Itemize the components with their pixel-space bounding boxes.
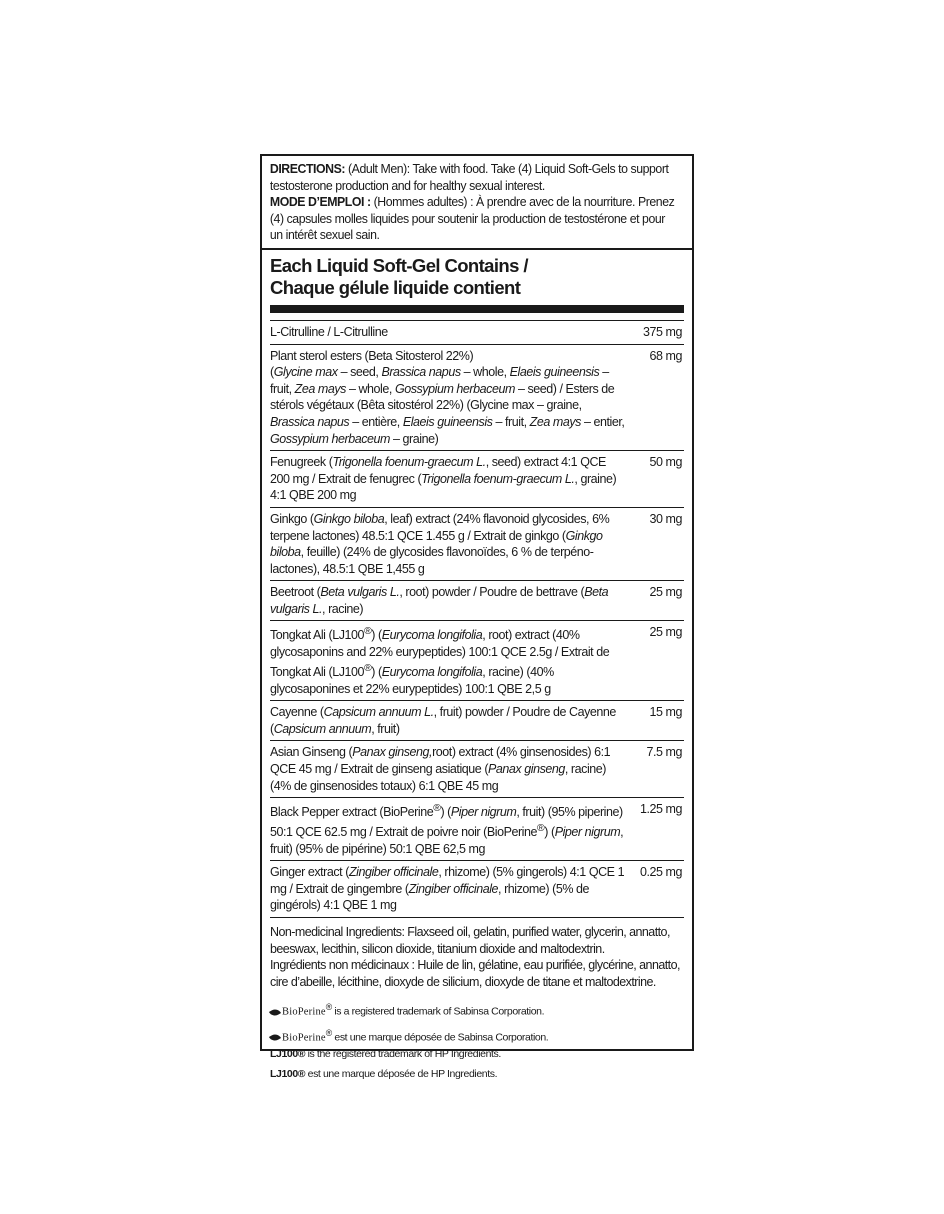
heavy-divider	[270, 305, 684, 313]
non-medicinal-en: Non-medicinal Ingredients: Flaxseed oil, gelatin, purified water, glycerin, annatto, beeswax, lecithin, silicon dioxide, titanium dioxide and maltodextrin.	[270, 925, 670, 956]
ingredient-description: Ginger extract (Zingiber officinale, rhizome) (5% gingerols) 4:1 QCE 1 mg / Extrait de gingembre (Zingiber officinale, rhizome) (5% de gingérols) 4:1 QBE 1 mg	[270, 865, 625, 913]
ingredient-description: Beetroot (Beta vulgaris L., root) powder / Poudre de bettrave (Beta vulgaris L., racine)	[270, 585, 609, 616]
ingredient-amount: 15 mg	[649, 705, 682, 720]
bioperine-leaf-icon	[269, 1032, 281, 1043]
ingredient-row	[270, 701, 684, 741]
heading-line-en: Each Liquid Soft-Gel Contains /	[270, 254, 528, 276]
ingredient-row	[270, 861, 684, 918]
ingredient-description: Asian Ginseng (Panax ginseng,root) extract (4% ginsenosides) 6:1 QCE 45 mg / Extrait de ginseng asiatique (Panax ginseng, racine) (4% de ginsenosides totaux) 6:1 QBE 45 mg	[270, 745, 611, 793]
ingredient-row	[270, 320, 684, 345]
directions-fr	[270, 194, 681, 244]
ingredient-amount: 7.5 mg	[646, 745, 682, 760]
directions-fr-text: (Hommes adultes) : À prendre avec de la nourriture. Prenez (4) capsules molles liquides pour soutenir la production de testostérone et pour un intérêt sexuel sain.	[269, 195, 675, 243]
trademark-bioperine-fr: BioPerine® est une marque déposée de Sabinsa Corporation.	[262, 1026, 692, 1046]
ingredient-description: Black Pepper extract (BioPerine®) (Piper nigrum, fruit) (95% piperine) 50:1 QCE 62.5 mg / Extrait de poivre noir (BioPerine®) (Piper nigrum, fruit) (95% de pipérine) 50:1 QBE 62,5 mg	[270, 803, 624, 856]
directions-en-label: DIRECTIONS:	[269, 162, 346, 176]
ingredient-description: L-Citrulline / L-Citrulline	[270, 324, 388, 339]
directions-en	[270, 161, 681, 194]
ingredient-row	[270, 451, 684, 508]
ingredient-description: Cayenne (Capsicum annuum L., fruit) powder / Poudre de Cayenne (Capsicum annuum, fruit)	[270, 705, 616, 736]
ingredient-amount: 25 mg	[649, 585, 682, 600]
ingredient-amount: 68 mg	[649, 348, 682, 363]
lj100-mark: LJ100®	[270, 1048, 306, 1061]
lj100-mark: LJ100®	[270, 1068, 306, 1081]
directions-block	[262, 156, 686, 248]
directions-fr-label: MODE D’EMPLOI :	[269, 195, 371, 210]
bioperine-leaf-icon	[269, 1007, 281, 1018]
trademark-lj100-en: LJ100® is the registered trademark of HP Ingredients.	[270, 1048, 501, 1061]
ingredient-description: Fenugreek (Trigonella foenum-graecum L., seed) extract 4:1 QCE 200 mg / Extrait de fenugrec (Trigonella foenum-graecum L., graine) 4:1 QBE 200 mg	[270, 455, 617, 503]
ingredient-row	[270, 581, 684, 621]
ingredient-amount: 25 mg	[649, 625, 682, 640]
ingredient-row	[270, 621, 684, 701]
ingredient-amount: 1.25 mg	[639, 802, 682, 817]
heading-line-fr: Chaque gélule liquide contient	[270, 276, 521, 298]
ingredient-amount: 50 mg	[649, 455, 682, 470]
ingredient-amount: 0.25 mg	[639, 865, 682, 880]
supplement-facts-label	[260, 154, 694, 1081]
ingredient-amount: 375 mg	[643, 324, 682, 339]
ingredient-row	[270, 345, 684, 452]
contents-heading	[262, 250, 692, 299]
ingredient-row	[270, 508, 684, 581]
ingredient-description: Ginkgo (Ginkgo biloba, leaf) extract (24% flavonoid glycosides, 6% terpene lactones) 48.5:1 QCE 1.455 g / Extrait de ginkgo (Ginkgo biloba, feuille) (24% de glycosides flavonoïdes, 6 % de terpéno-lactones), 48.5:1 QBE 1,455 g	[270, 511, 610, 576]
ingredient-description: Tongkat Ali (LJ100®) (Eurycoma longifolia, root) extract (40% glycosaponins and 22% eurypeptides) 100:1 QCE 2.5g / Extrait de Tongkat Ali (LJ100®) (Eurycoma longifolia, racine) (40% glycosaponines et 22% eurypeptides) 100:1 QBE 2,5 g	[270, 626, 610, 696]
bioperine-logo-text: BioPerine	[282, 1032, 326, 1044]
directions-en-text: (Adult Men): Take with food. Take (4) Liquid Soft-Gels to support testosterone production and for healthy sexual interest.	[269, 162, 669, 193]
bioperine-logo-text: BioPerine	[282, 1006, 326, 1018]
trademark-bioperine-en: BioPerine® is a registered trademark of Sabinsa Corporation.	[262, 1000, 692, 1020]
ingredient-row	[270, 798, 684, 861]
non-medicinal-ingredients	[262, 918, 692, 990]
ingredient-table	[270, 320, 684, 918]
trademark-lj100-fr: LJ100® est une marque déposée de HP Ingredients.	[270, 1068, 498, 1081]
non-medicinal-fr: Ingrédients non médicinaux : Huile de lin, gélatine, eau purifiée, glycérine, annatto, cire d’abeille, lécithine, dioxyde de silicium, dioxyde de titane et maltodextrine.	[270, 958, 680, 989]
ingredient-amount: 30 mg	[649, 511, 682, 526]
ingredient-row	[270, 741, 684, 798]
ingredient-description: Plant sterol esters (Beta Sitosterol 22%) (Glycine max – seed, Brassica napus – whole, Elaeis guineensis – fruit, Zea mays – whole, Gossypium herbaceum – seed) / Esters de stérols végétaux (Bêta sitostérol 22%) (Glycine max – graine, Brassica napus – entière, Elaeis guineensis – fruit, Zea mays – entier, Gossypium herbaceum – graine)	[270, 348, 625, 446]
